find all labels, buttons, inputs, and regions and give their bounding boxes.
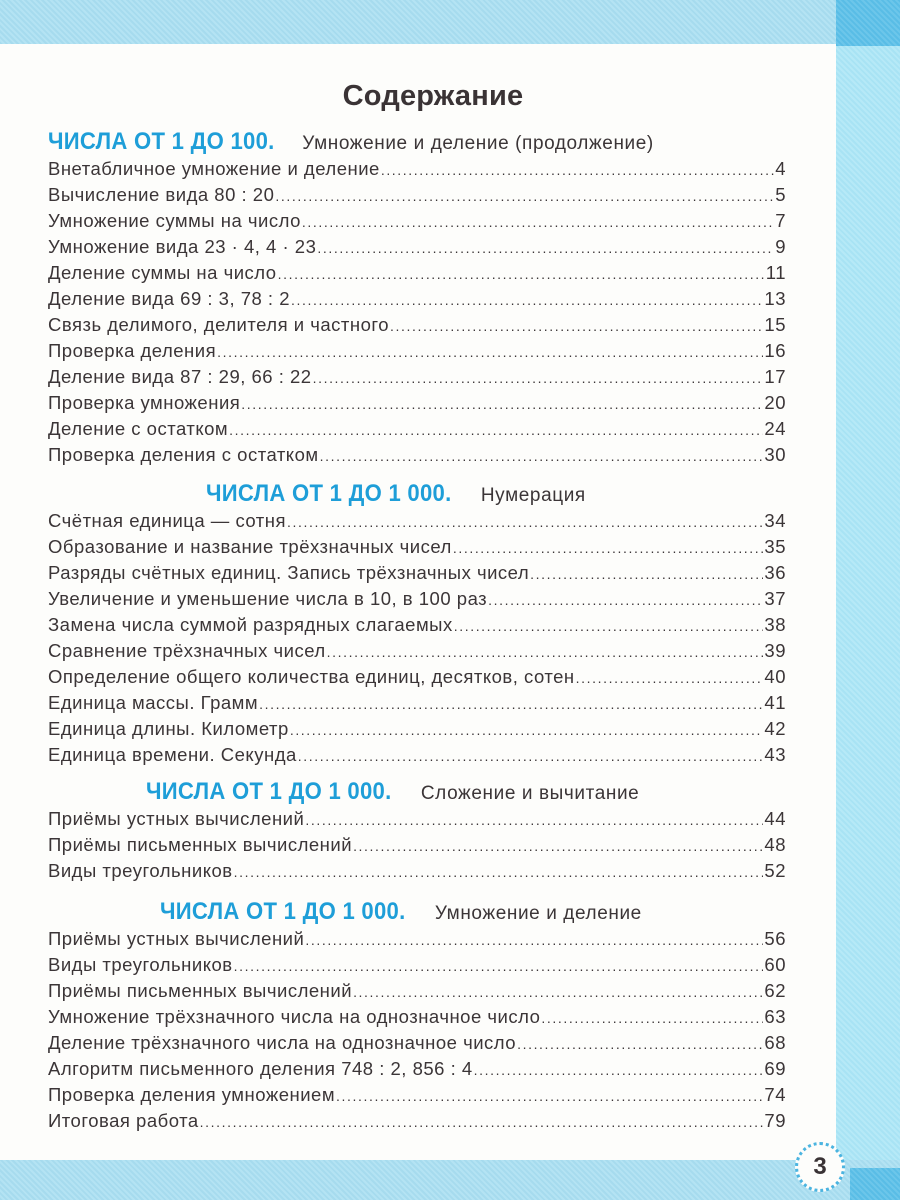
toc-entry-page: 63 xyxy=(764,1006,786,1027)
section-heading-number-range: ЧИСЛА ОТ 1 ДО 100. xyxy=(48,128,275,155)
dot-leader xyxy=(298,748,764,764)
toc-entry-page: 52 xyxy=(764,860,786,881)
toc-entry-page: 48 xyxy=(764,834,786,855)
toc-entry[interactable] xyxy=(48,808,786,834)
toc-entry[interactable] xyxy=(48,614,786,640)
toc-entry-page: 56 xyxy=(764,928,786,949)
right-border-band xyxy=(836,46,900,1166)
toc-entry-label: Разряды счётных единиц. Запись трёхзначных чисел xyxy=(48,562,530,583)
dot-leader xyxy=(305,812,763,828)
toc-entry[interactable] xyxy=(48,418,786,444)
dot-leader xyxy=(241,396,763,412)
toc-entry-page: 5 xyxy=(775,184,786,205)
toc-entry[interactable] xyxy=(48,1032,786,1058)
toc-entry-page: 37 xyxy=(764,588,786,609)
dot-leader xyxy=(353,984,763,1000)
toc-entry-page: 11 xyxy=(765,262,786,283)
section-heading xyxy=(206,480,900,508)
toc-entry-label: Внетабличное умножение и деление xyxy=(48,158,380,179)
dot-leader xyxy=(453,540,764,556)
toc-entry-label: Связь делимого, делителя и частного xyxy=(48,314,390,335)
toc-entry[interactable] xyxy=(48,1006,786,1032)
toc-entry[interactable] xyxy=(48,562,786,588)
section-heading xyxy=(160,898,900,926)
section-heading-topic: Нумерация xyxy=(480,485,586,506)
toc-entry-page: 13 xyxy=(764,288,786,309)
toc-entry-page: 20 xyxy=(764,392,786,413)
toc-entry-page: 9 xyxy=(775,236,786,257)
top-right-corner-block xyxy=(836,0,900,46)
section-heading-topic: Умножение и деление (продолжение) xyxy=(302,133,654,154)
dot-leader xyxy=(234,864,764,880)
dot-leader xyxy=(259,696,763,712)
toc-entry-page: 41 xyxy=(764,692,786,713)
toc-entry-page: 17 xyxy=(764,366,786,387)
toc-entry-label: Виды треугольников xyxy=(48,860,233,881)
toc-entry-page: 38 xyxy=(764,614,786,635)
dot-leader xyxy=(353,838,763,854)
dot-leader xyxy=(275,188,774,204)
toc-entry-page: 30 xyxy=(764,444,786,465)
dot-leader xyxy=(474,1062,764,1078)
toc-entry-page: 35 xyxy=(764,536,786,557)
toc-entry-label: Счётная единица — сотня xyxy=(48,510,286,531)
toc-entry[interactable] xyxy=(48,262,786,288)
toc-entry-label: Определение общего количества единиц, десятков, сотен xyxy=(48,666,575,687)
dot-leader xyxy=(290,722,764,738)
dot-leader xyxy=(313,370,764,386)
toc-entry-label: Приёмы письменных вычислений xyxy=(48,834,353,855)
toc-entry-page: 7 xyxy=(775,210,786,231)
dot-leader xyxy=(229,422,763,438)
toc-entry-label: Проверка умножения xyxy=(48,392,241,413)
dot-leader xyxy=(517,1036,763,1052)
toc-entry[interactable] xyxy=(48,210,786,236)
dot-leader xyxy=(291,292,763,308)
toc-entry-label: Сравнение трёхзначных чисел xyxy=(48,640,326,661)
section-heading-number-range: ЧИСЛА ОТ 1 ДО 1 000. xyxy=(160,898,406,925)
toc-entry-label: Образование и название трёхзначных чисел xyxy=(48,536,452,557)
toc-entry[interactable] xyxy=(48,184,786,210)
toc-entry-page: 15 xyxy=(764,314,786,335)
dot-leader xyxy=(234,958,764,974)
dot-leader xyxy=(336,1088,763,1104)
page-number-badge: 3 xyxy=(795,1142,845,1192)
toc-entry-label: Проверка деления умножением xyxy=(48,1084,336,1105)
toc-entry-page: 40 xyxy=(764,666,786,687)
dot-leader xyxy=(327,644,764,660)
toc-entry[interactable] xyxy=(48,666,786,692)
toc-entry-label: Проверка деления xyxy=(48,340,217,361)
toc-entry-label: Умножение трёхзначного числа на однозначное число xyxy=(48,1006,541,1027)
toc-entry-label: Деление вида 87 : 29, 66 : 22 xyxy=(48,366,312,387)
toc-entry-label: Единица массы. Грамм xyxy=(48,692,259,713)
dot-leader xyxy=(530,566,763,582)
toc-entry-label: Единица длины. Километр xyxy=(48,718,289,739)
toc-entry-label: Приёмы письменных вычислений xyxy=(48,980,353,1001)
toc-entry[interactable] xyxy=(48,692,786,718)
section-heading-number-range: ЧИСЛА ОТ 1 ДО 1 000. xyxy=(206,480,452,507)
toc-entry-label: Проверка деления с остатком xyxy=(48,444,319,465)
dot-leader xyxy=(302,214,774,230)
toc-entry-page: 42 xyxy=(764,718,786,739)
toc-entry-page: 79 xyxy=(764,1110,786,1131)
toc-entry[interactable] xyxy=(48,860,786,886)
toc-entry-page: 4 xyxy=(775,158,786,179)
toc-entry-label: Умножение суммы на число xyxy=(48,210,301,231)
toc-entry-label: Вычисление вида 80 : 20 xyxy=(48,184,275,205)
toc-entry-label: Деление с остатком xyxy=(48,418,229,439)
toc-entry[interactable] xyxy=(48,954,786,980)
toc-entry-label: Деление трёхзначного числа на однозначное число xyxy=(48,1032,517,1053)
dot-leader xyxy=(454,618,764,634)
toc-entry-page: 44 xyxy=(764,808,786,829)
section-heading-topic: Сложение и вычитание xyxy=(420,783,640,804)
toc-entry-label: Деление вида 69 : 3, 78 : 2 xyxy=(48,288,291,309)
section-heading-number-range: ЧИСЛА ОТ 1 ДО 1 000. xyxy=(146,778,392,805)
dot-leader xyxy=(287,514,763,530)
toc-entry-label: Увеличение и уменьшение числа в 10, в 100 раз xyxy=(48,588,488,609)
section-heading xyxy=(48,128,788,156)
dot-leader xyxy=(305,932,763,948)
toc-entry[interactable] xyxy=(48,444,786,470)
toc-entry[interactable] xyxy=(48,744,786,770)
toc-entry-page: 62 xyxy=(764,980,786,1001)
toc-entry[interactable] xyxy=(48,1084,786,1110)
toc-entry[interactable] xyxy=(48,536,786,562)
page-title: Содержание xyxy=(342,80,524,112)
toc-entry[interactable] xyxy=(48,1058,786,1084)
section-heading-topic: Умножение и деление xyxy=(434,903,642,924)
toc-entry-label: Виды треугольников xyxy=(48,954,233,975)
toc-entry-page: 74 xyxy=(764,1084,786,1105)
toc-entry[interactable] xyxy=(48,718,786,744)
dot-leader xyxy=(576,670,764,686)
toc-entry-label: Замена числа суммой разрядных слагаемых xyxy=(48,614,453,635)
toc-entry-label: Итоговая работа xyxy=(48,1110,199,1131)
toc-entry-label: Алгоритм письменного деления 748 : 2, 856 : 4 xyxy=(48,1058,473,1079)
bottom-border-band xyxy=(0,1160,900,1200)
dot-leader xyxy=(541,1010,763,1026)
toc-entry-label: Приёмы устных вычислений xyxy=(48,928,305,949)
toc-entry[interactable] xyxy=(48,288,786,314)
toc-entry-label: Единица времени. Секунда xyxy=(48,744,297,765)
toc-entry[interactable] xyxy=(48,980,786,1006)
toc-entry[interactable] xyxy=(48,392,786,418)
section-heading xyxy=(146,778,886,806)
toc-entry-page: 60 xyxy=(764,954,786,975)
toc-entry[interactable] xyxy=(48,236,786,262)
toc-entry[interactable] xyxy=(48,928,786,954)
dot-leader xyxy=(488,592,763,608)
dot-leader xyxy=(200,1114,764,1130)
toc-entry[interactable] xyxy=(48,588,786,614)
toc-entry[interactable] xyxy=(48,366,786,392)
dot-leader xyxy=(390,318,763,334)
bottom-right-corner-block xyxy=(850,1168,900,1200)
toc-entry[interactable] xyxy=(48,340,786,366)
toc-entry[interactable] xyxy=(48,158,786,184)
toc-entry-label: Приёмы устных вычислений xyxy=(48,808,305,829)
top-border-band xyxy=(0,0,836,44)
toc-entry-page: 69 xyxy=(764,1058,786,1079)
toc-entry[interactable] xyxy=(48,314,786,340)
dot-leader xyxy=(317,240,774,256)
dot-leader xyxy=(217,344,763,360)
dot-leader xyxy=(320,448,764,464)
toc-entry[interactable] xyxy=(48,640,786,666)
toc-entry-label: Деление суммы на число xyxy=(48,262,277,283)
toc-entry-page: 68 xyxy=(764,1032,786,1053)
toc-entry-label: Умножение вида 23 · 4, 4 · 23 xyxy=(48,236,317,257)
toc-entry-page: 36 xyxy=(764,562,786,583)
toc-entry-page: 24 xyxy=(764,418,786,439)
toc-entry-page: 43 xyxy=(764,744,786,765)
dot-leader xyxy=(278,266,765,282)
toc-entry[interactable] xyxy=(48,834,786,860)
toc-entry[interactable] xyxy=(48,1110,786,1136)
toc-entry-page: 39 xyxy=(764,640,786,661)
toc-entry[interactable] xyxy=(48,510,786,536)
toc-entry-page: 34 xyxy=(764,510,786,531)
toc-entry-page: 16 xyxy=(764,340,786,361)
dot-leader xyxy=(381,162,774,178)
